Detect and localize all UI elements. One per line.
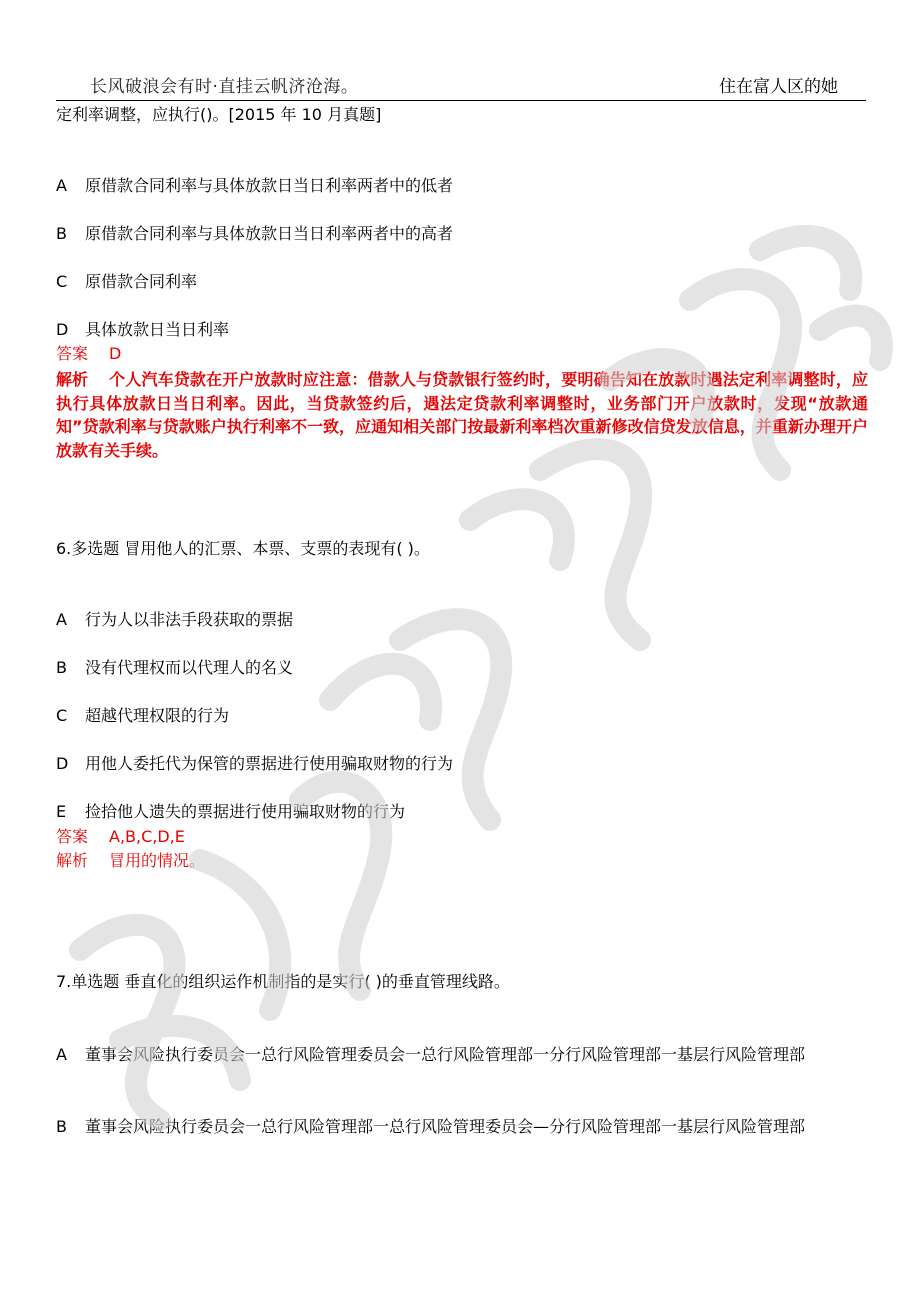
q6-option-b — [56, 657, 293, 679]
question-5-stem: 定利率调整，应执行()。[2015 年 10 月真题] — [56, 105, 382, 124]
option-text: 具体放款日当日利率 — [85, 320, 230, 339]
q6-option-a — [56, 609, 293, 631]
analysis-text: 冒用的情况。 — [109, 851, 206, 870]
answer-value: A,B,C,D,E — [109, 827, 185, 846]
option-text: 捡拾他人遗失的票据进行使用骗取财物的行为 — [85, 802, 406, 821]
q5-option-a — [56, 175, 453, 197]
analysis-label: 解析 — [56, 370, 89, 389]
option-text: 原借款合同利率 — [85, 272, 198, 291]
question-6-stem: 6.多选题 冒用他人的汇票、本票、支票的表现有( )。 — [56, 539, 430, 558]
q5-answer — [56, 343, 121, 365]
question-7-stem: 7.单选题 垂直化的组织运作机制指的是实行( )的垂直管理线路。 — [56, 972, 510, 991]
q5-option-c — [56, 271, 197, 293]
q6-analysis — [56, 850, 205, 872]
q7-option-a — [56, 1043, 868, 1067]
option-letter: C — [56, 706, 68, 725]
q6-answer — [56, 826, 185, 848]
option-text: 董事会风险执行委员会一总行风险管理委员会一总行风险管理部一分行风险管理部一基层行风险管理部 — [85, 1045, 806, 1064]
option-text: 原借款合同利率与具体放款日当日利率两者中的高者 — [85, 224, 454, 243]
option-letter: A — [56, 176, 67, 195]
q7-option-b — [56, 1115, 868, 1139]
page-header — [56, 68, 866, 101]
q5-option-b — [56, 223, 453, 245]
q5-analysis — [56, 368, 868, 462]
analysis-label: 解析 — [56, 851, 89, 870]
option-letter: A — [56, 610, 67, 629]
answer-label: 答案 — [56, 827, 89, 846]
header-tag: 住在富人区的她 — [719, 77, 838, 97]
option-text: 超越代理权限的行为 — [85, 706, 230, 725]
option-letter: C — [56, 272, 68, 291]
q6-option-d — [56, 753, 453, 775]
option-letter: E — [56, 802, 67, 821]
option-text: 原借款合同利率与具体放款日当日利率两者中的低者 — [85, 176, 454, 195]
option-letter: B — [56, 224, 67, 243]
option-text: 行为人以非法手段获取的票据 — [85, 610, 294, 629]
answer-value: D — [109, 344, 122, 363]
header-motto: 长风破浪会有时·直挂云帆济沧海。 — [90, 77, 359, 97]
answer-label: 答案 — [56, 344, 89, 363]
option-letter: D — [56, 320, 69, 339]
option-letter: D — [56, 754, 69, 773]
option-text: 董事会风险执行委员会一总行风险管理部一总行风险管理委员会—分行风险管理部一基层行风险管理部 — [85, 1117, 806, 1136]
q6-option-e — [56, 801, 405, 823]
option-text: 用他人委托代为保管的票据进行使用骗取财物的行为 — [85, 754, 454, 773]
option-letter: B — [56, 1117, 67, 1136]
analysis-text: 个人汽车贷款在开户放款时应注意：借款人与贷款银行签约时，要明确告知在放款时遇法定利率调整时，应执行具体放款日当日利率。因此，当贷款签约后，遇法定贷款利率调整时，业务部门开户放款时，发现“放款通知”贷款利率与贷款账户执行利率不一致，应通知相关部门按最新利率档次重新修改信贷发放信息，并重新办理开户放款有关手续。 — [56, 370, 868, 460]
option-text: 没有代理权而以代理人的名义 — [85, 658, 294, 677]
option-letter: B — [56, 658, 67, 677]
option-letter: A — [56, 1045, 67, 1064]
q6-option-c — [56, 705, 229, 727]
q5-option-d — [56, 319, 229, 341]
